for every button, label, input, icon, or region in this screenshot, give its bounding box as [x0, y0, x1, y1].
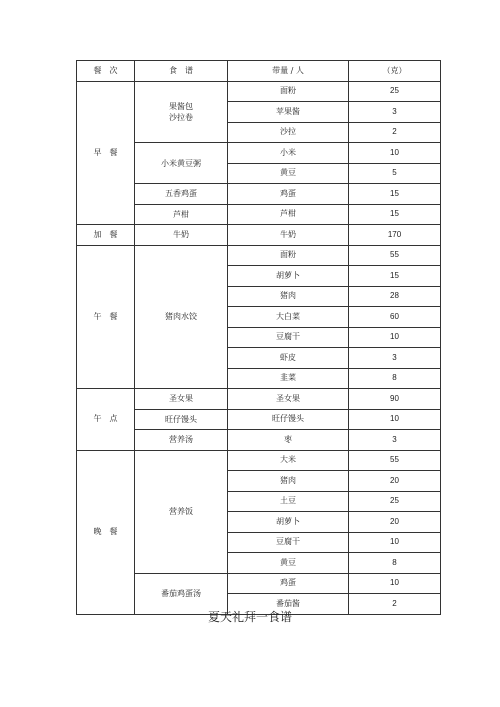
ingredient-cell: 韭菜	[228, 368, 349, 389]
ingredient-cell: 鸡蛋	[228, 573, 349, 594]
ingredient-cell: 大米	[228, 450, 349, 471]
header-meal: 餐 次	[77, 61, 135, 82]
meal-cell: 晚 餐	[77, 450, 135, 614]
recipe-cell	[135, 450, 228, 573]
table-row	[77, 225, 441, 246]
recipe-line: 猪肉水饺	[165, 312, 197, 322]
recipe-line: 小米黄豆粥	[161, 158, 201, 168]
table-row	[77, 245, 441, 266]
recipe-line: 旺仔馒头	[165, 414, 197, 424]
amount-cell: 55	[349, 450, 441, 471]
ingredient-cell: 番茄酱	[228, 594, 349, 615]
amount-cell: 10	[349, 143, 441, 164]
meal-cell: 午 点	[77, 389, 135, 451]
amount-cell: 60	[349, 307, 441, 328]
recipe-line: 番茄鸡蛋汤	[161, 589, 201, 598]
ingredient-cell: 圣女果	[228, 389, 349, 410]
recipe-line: 牛奶	[173, 230, 189, 240]
amount-cell: 2	[349, 122, 441, 143]
ingredient-cell: 苹果酱	[228, 102, 349, 123]
ingredient-cell: 猪肉	[228, 471, 349, 492]
amount-cell: 10	[349, 532, 441, 553]
amount-cell: 55	[349, 245, 441, 266]
recipe-cell	[135, 184, 228, 205]
amount-cell: 20	[349, 512, 441, 533]
header-row	[77, 61, 441, 82]
amount-cell: 20	[349, 471, 441, 492]
ingredient-cell: 黄豆	[228, 553, 349, 574]
ingredient-cell: 鸡蛋	[228, 184, 349, 205]
menu-table-header	[77, 61, 441, 82]
amount-cell: 8	[349, 368, 441, 389]
amount-cell: 25	[349, 491, 441, 512]
header-ingredient: 带量 / 人	[228, 61, 349, 82]
menu-table-body	[77, 81, 441, 614]
ingredient-cell: 胡萝卜	[228, 266, 349, 287]
amount-cell: 2	[349, 594, 441, 615]
recipe-cell	[135, 81, 228, 143]
amount-cell: 3	[349, 430, 441, 451]
amount-cell: 28	[349, 286, 441, 307]
recipe-cell	[135, 225, 228, 246]
ingredient-cell: 黄豆	[228, 163, 349, 184]
ingredient-cell: 胡萝卜	[228, 512, 349, 533]
recipe-cell	[135, 204, 228, 225]
amount-cell: 10	[349, 409, 441, 430]
amount-cell: 10	[349, 573, 441, 594]
recipe-cell	[135, 143, 228, 184]
recipe-line: 芦柑	[173, 209, 189, 219]
recipe-line: 圣女果	[169, 394, 193, 404]
ingredient-cell: 虾皮	[228, 348, 349, 369]
ingredient-cell: 大白菜	[228, 307, 349, 328]
meal-cell: 加 餐	[77, 225, 135, 246]
ingredient-cell: 枣	[228, 430, 349, 451]
amount-cell: 8	[349, 553, 441, 574]
ingredient-cell: 豆腐干	[228, 327, 349, 348]
ingredient-cell: 沙拉	[228, 122, 349, 143]
recipe-cell	[135, 409, 228, 430]
meal-cell: 早 餐	[77, 81, 135, 225]
recipe-line: 果酱包	[169, 101, 193, 111]
amount-cell: 5	[349, 163, 441, 184]
ingredient-cell: 豆腐干	[228, 532, 349, 553]
table-row	[77, 389, 441, 410]
amount-cell: 3	[349, 102, 441, 123]
header-recipe: 食 谱	[135, 61, 228, 82]
recipe-cell	[135, 245, 228, 389]
meal-cell: 午 餐	[77, 245, 135, 389]
table-row	[77, 450, 441, 471]
amount-cell: 90	[349, 389, 441, 410]
amount-cell: 15	[349, 266, 441, 287]
recipe-line: 五香鸡蛋	[165, 189, 197, 199]
amount-cell: 25	[349, 81, 441, 102]
ingredient-cell: 芦柑	[228, 204, 349, 225]
ingredient-cell: 猪肉	[228, 286, 349, 307]
amount-cell: 15	[349, 204, 441, 225]
header-amount: （克）	[349, 61, 441, 82]
menu-table	[76, 60, 441, 615]
amount-cell: 170	[349, 225, 441, 246]
document-caption: 夏天礼拜一食谱	[207, 610, 292, 624]
ingredient-cell: 土豆	[228, 491, 349, 512]
ingredient-cell: 小米	[228, 143, 349, 164]
ingredient-cell: 旺仔馒头	[228, 409, 349, 430]
recipe-line: 营养汤	[169, 435, 193, 445]
amount-cell: 15	[349, 184, 441, 205]
table-row	[77, 81, 441, 102]
amount-cell: 10	[349, 327, 441, 348]
recipe-line: 营养饭	[169, 507, 193, 516]
ingredient-cell: 牛奶	[228, 225, 349, 246]
ingredient-cell: 面粉	[228, 245, 349, 266]
recipe-line: 沙拉卷	[169, 112, 193, 122]
recipe-cell	[135, 430, 228, 451]
recipe-cell	[135, 389, 228, 410]
ingredient-cell: 面粉	[228, 81, 349, 102]
amount-cell: 3	[349, 348, 441, 369]
